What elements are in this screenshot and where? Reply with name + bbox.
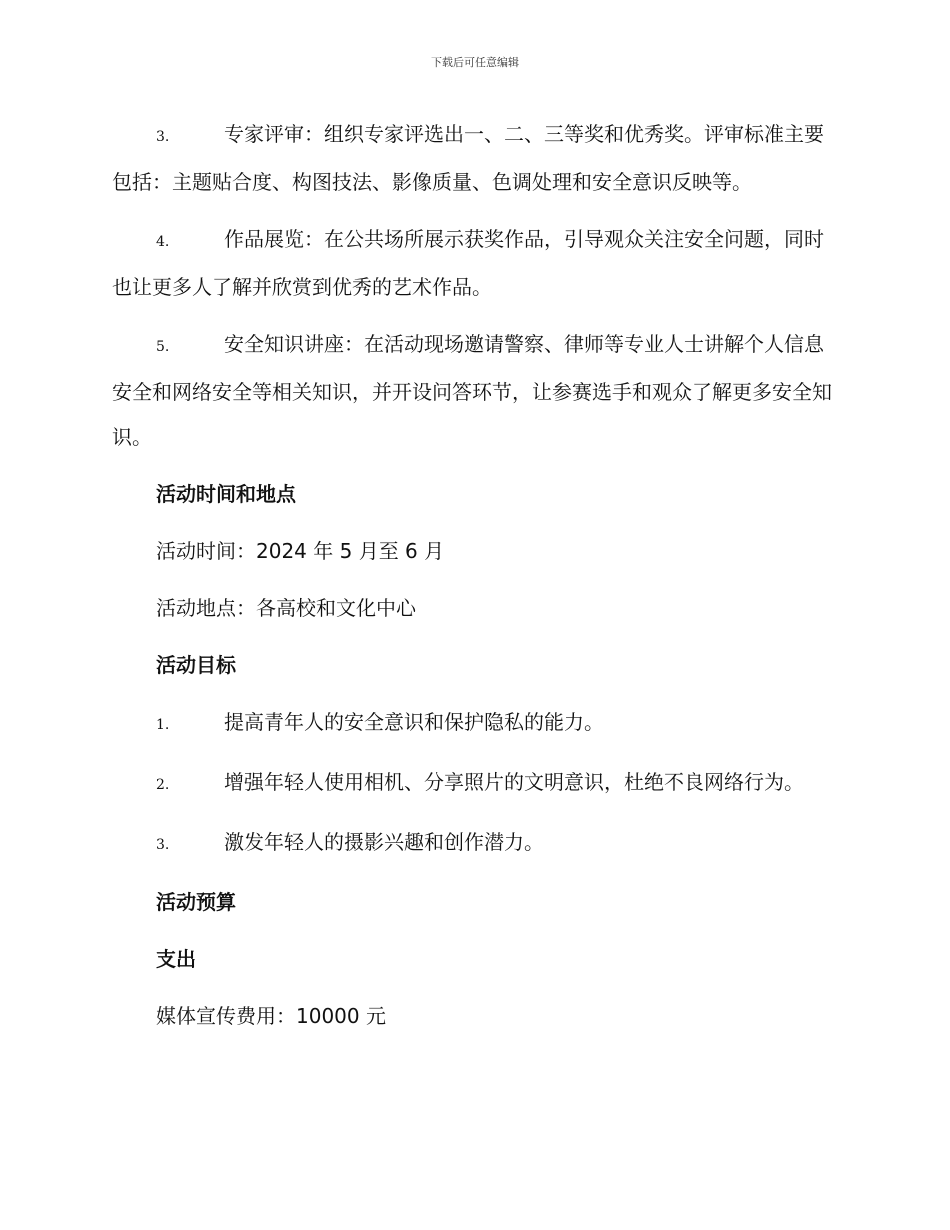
list-item-goal-1 bbox=[112, 700, 838, 748]
list-item-safety-lecture bbox=[112, 322, 838, 460]
activity-time-line: 活动时间：2024 年 5 月至 6 月 bbox=[156, 539, 445, 563]
list-number: 2. bbox=[156, 777, 170, 793]
section-heading-time-place: 活动时间和地点 bbox=[156, 482, 296, 506]
list-item-text: 增强年轻人使用相机、分享照片的文明意识，杜绝不良网络行为。 bbox=[224, 770, 804, 794]
document-body bbox=[112, 112, 838, 1051]
section-heading-budget: 活动预算 bbox=[156, 890, 236, 914]
list-item-expert-review bbox=[112, 112, 838, 205]
list-item-text: 激发年轻人的摄影兴趣和创作潜力。 bbox=[224, 830, 544, 854]
list-number: 1. bbox=[156, 717, 170, 733]
header-note: 下载后可任意编辑 bbox=[431, 56, 519, 69]
media-cost-line: 媒体宣传费用：10000 元 bbox=[156, 1004, 386, 1028]
activity-place-line: 活动地点：各高校和文化中心 bbox=[156, 596, 416, 620]
list-number: 3. bbox=[156, 129, 170, 145]
list-item-exhibition bbox=[112, 217, 838, 310]
section-heading-goals: 活动目标 bbox=[156, 653, 236, 677]
list-item-text: 提高青年人的安全意识和保护隐私的能力。 bbox=[224, 710, 604, 734]
list-number: 3. bbox=[156, 837, 170, 853]
section-heading-expenses: 支出 bbox=[156, 947, 196, 971]
list-item-goal-2 bbox=[112, 760, 838, 808]
list-number: 5. bbox=[156, 339, 170, 355]
list-item-text: 专家评审：组织专家评选出一、二、三等奖和优秀奖。评审标准主要包括：主题贴合度、构图技法、影像质量、色调处理和安全意识反映等。 bbox=[112, 122, 824, 194]
list-number: 4. bbox=[156, 234, 170, 250]
list-item-goal-3 bbox=[112, 820, 838, 868]
list-item-text: 安全知识讲座：在活动现场邀请警察、律师等专业人士讲解个人信息安全和网络安全等相关知识，并开设问答环节，让参赛选手和观众了解更多安全知识。 bbox=[112, 332, 832, 449]
list-item-text: 作品展览：在公共场所展示获奖作品，引导观众关注安全问题，同时也让更多人了解并欣赏到优秀的艺术作品。 bbox=[112, 227, 824, 299]
